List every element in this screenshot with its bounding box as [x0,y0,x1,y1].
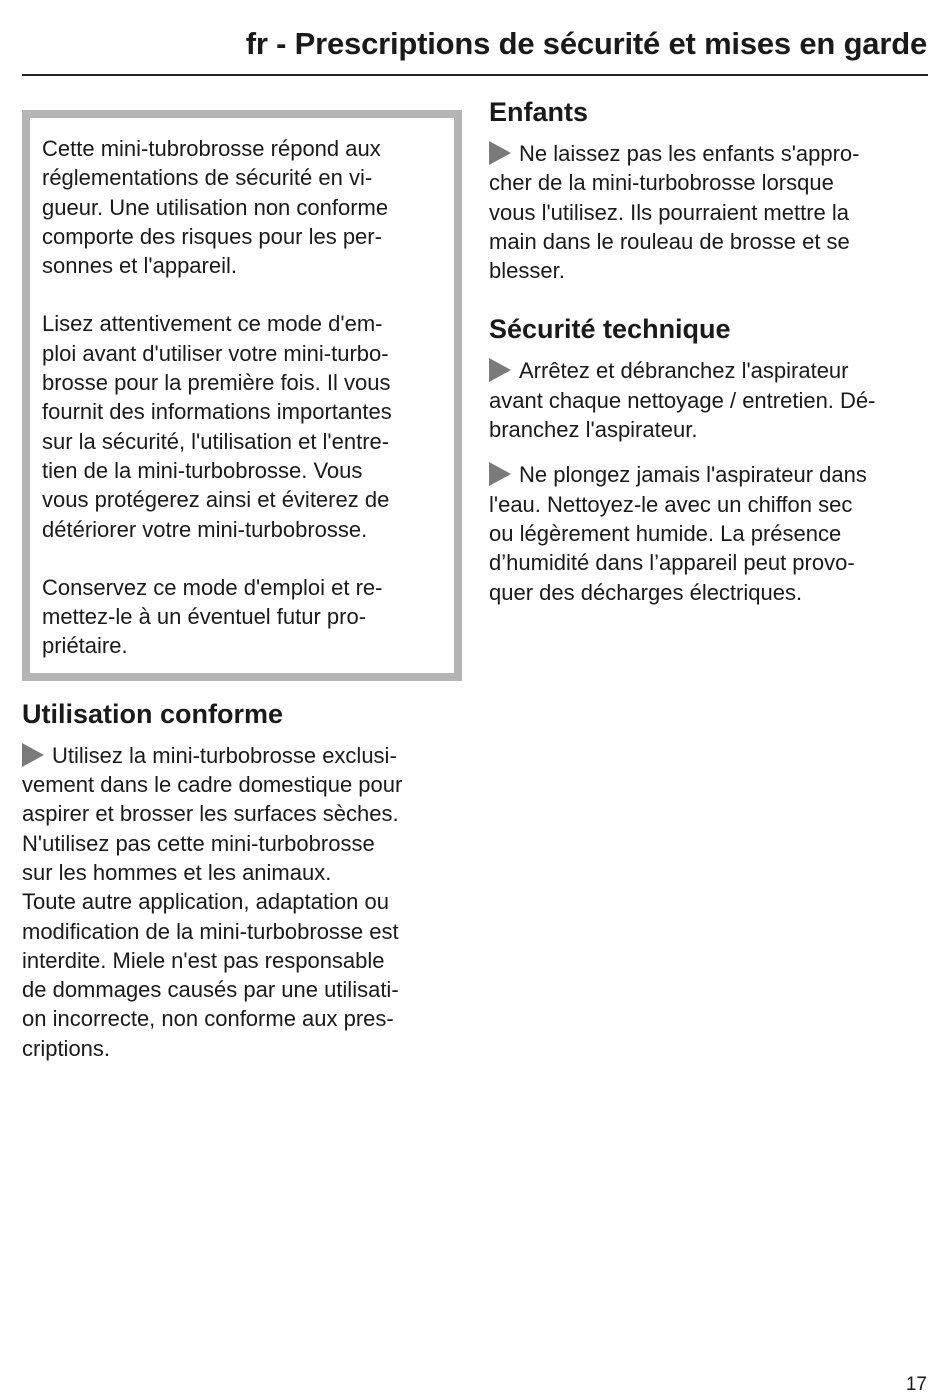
notice-line: Conservez ce mode d'emploi et re- [42,574,383,600]
left-column [22,110,462,1063]
bullet-line [489,356,929,385]
notice-line: Lisez attentivement ce mode d'em- [42,311,383,337]
notice-line: vous protégerez ainsi et éviterez de [42,487,390,513]
header-divider [22,74,928,76]
bullet-line [489,139,929,168]
bullet-line: sur les hommes et les animaux. [22,859,332,885]
bullet-text: Ne laissez pas les enfants s'appro- [519,141,860,166]
notice-line: sur la sécurité, l'utilisation et l'entre- [42,428,390,454]
page-number: 17 [905,1374,927,1395]
section-heading-utilisation: Utilisation conforme [22,698,284,729]
bullet-line: ou légèrement humide. La présence [489,520,842,546]
bullet-line [489,460,929,489]
bullet-securite-1 [489,356,929,444]
bullet-line: blesser. [489,258,565,284]
section-heading-securite: Sécurité technique [489,314,731,345]
right-column [489,94,929,607]
bullet-line: Toute autre application, adaptation ou [22,889,389,915]
play-triangle-icon [22,743,44,767]
bullet-line: branchez l'aspirateur. [489,417,698,443]
bullet-text: Arrêtez et débranchez l'aspirateur [519,358,849,384]
notice-line: ploi avant d'utiliser votre mini-turbo- [42,340,389,366]
section-heading-enfants: Enfants [489,97,589,127]
play-triangle-icon [489,358,511,382]
bullet-line [22,741,462,770]
notice-line: fournit des informations importantes [42,399,392,425]
notice-paragraph-3 [42,573,442,661]
bullet-line: aspirer et brosser les surfaces sèches. [22,801,399,827]
bullet-line: de dommages causés par une utilisati- [22,977,399,1003]
notice-line: Cette mini-tubrobrosse répond aux [42,136,381,161]
safety-notice-box [22,110,462,681]
notice-line: sonnes et l'appareil. [42,253,237,279]
bullet-securite-2 [489,460,929,606]
bullet-enfants [489,139,929,285]
play-triangle-icon [489,462,511,486]
notice-line: brosse pour la première fois. Il vous [42,370,391,396]
bullet-line: interdite. Miele n'est pas responsable [22,947,385,973]
bullet-line: criptions. [22,1035,111,1061]
bullet-line: avant chaque nettoyage / entretien. Dé- [489,387,876,413]
bullet-utilisation [22,741,462,1063]
notice-line: tien de la mini-turbobrosse. Vous [42,457,363,483]
bullet-line: modification de la mini-turbobrosse est [22,918,399,944]
bullet-line: d’humidité dans l’appareil peut provo- [489,550,855,576]
bullet-line: l'eau. Nettoyez-le avec un chiffon sec [489,491,853,517]
page-title: fr - Prescriptions de sécurité et mises en garde [245,26,927,61]
notice-line: détériorer votre mini-turbobrosse. [42,516,368,542]
notice-paragraph-1 [42,134,442,280]
bullet-line: on incorrecte, non conforme aux pres- [22,1006,394,1032]
notice-line: priétaire. [42,633,128,659]
bullet-text: Utilisez la mini-turbobrosse exclusi- [52,742,397,768]
bullet-text: Ne plongez jamais l'aspirateur dans [519,462,867,488]
bullet-line: vous l'utilisez. Ils pourraient mettre la [489,199,850,225]
play-triangle-icon [489,141,511,165]
notice-line: mettez-le à un éventuel futur pro- [42,604,367,630]
bullet-line: cher de la mini-turbobrosse lorsque [489,170,834,196]
notice-paragraph-2 [42,309,442,543]
notice-line: gueur. Une utilisation non conforme [42,194,389,220]
bullet-line: quer des décharges électriques. [489,579,803,605]
notice-line: comporte des risques pour les per- [42,223,382,249]
bullet-line: vement dans le cadre domestique pour [22,772,403,798]
bullet-line: main dans le rouleau de brosse et se [489,228,850,254]
notice-line: réglementations de sécurité en vi- [42,165,373,191]
bullet-line: N'utilisez pas cette mini-turbobrosse [22,830,375,856]
